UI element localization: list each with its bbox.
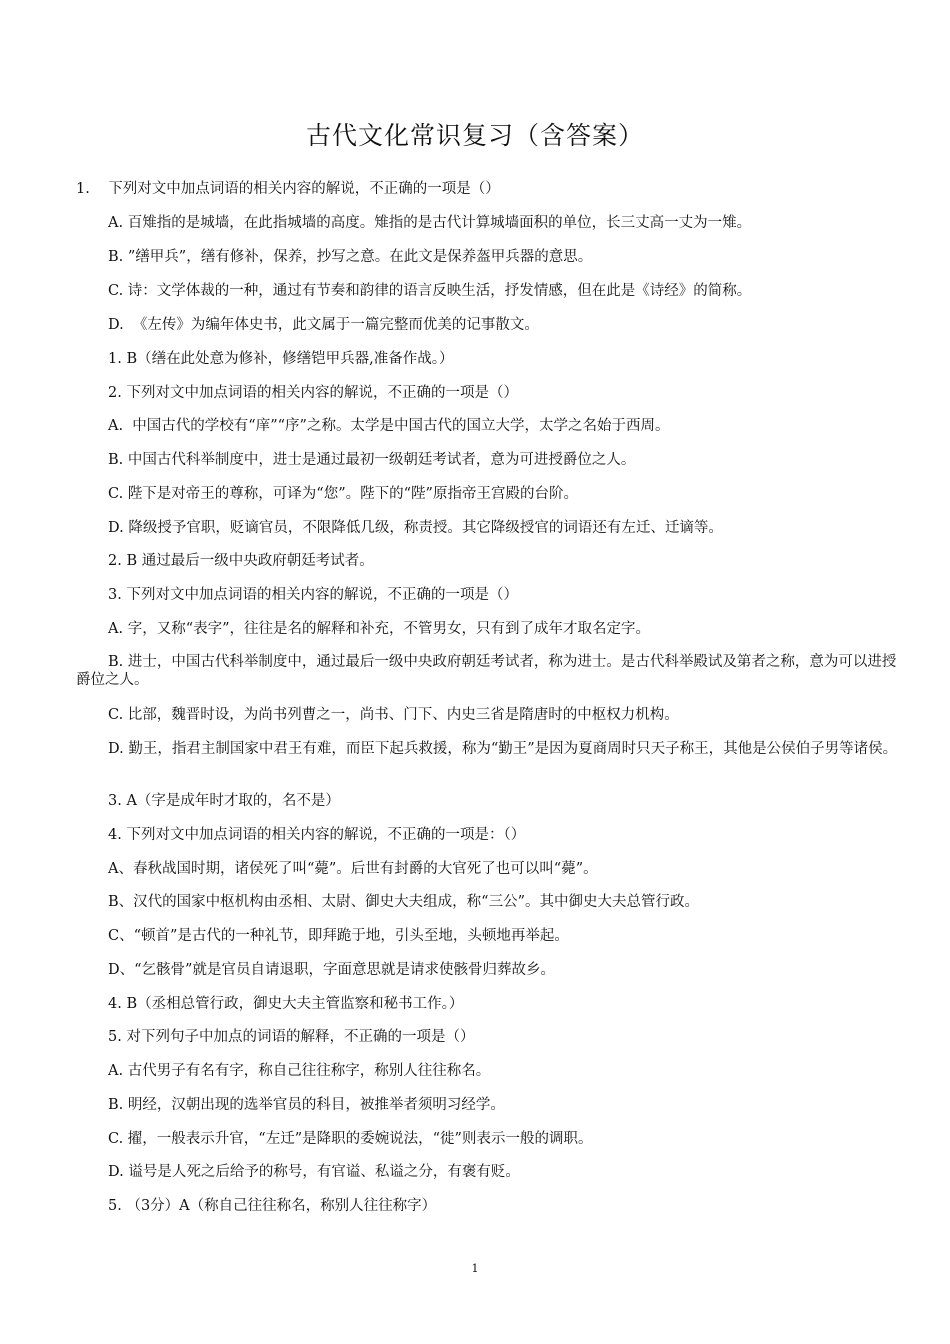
question-4-option-a: A、春秋战国时期，诸侯死了叫“薨”。后世有封爵的大官死了也可以叫“薨”。 — [108, 861, 598, 877]
page-title: 古代文化常识复习（含答案） — [305, 121, 644, 150]
question-3-option-a: A. 字，又称“表字”，往往是名的解释和补充，不管男女，只有到了成年才取名定字。 — [108, 621, 651, 637]
answer-1: 1. B（缮在此处意为修补，修缮铠甲兵器,准备作战。） — [108, 351, 454, 367]
question-5-stem: 5. 对下列句子中加点的词语的解释，不正确的一项是（） — [108, 1029, 475, 1045]
question-1-option-c: C. 诗：文学体裁的一种，通过有节奏和韵律的语言反映生活，抒发情感，但在此是《诗经》的简称。 — [108, 283, 752, 299]
answer-2: 2. B 通过最后一级中央政府朝廷考试者。 — [108, 553, 374, 569]
question-4-option-c: C、“顿首”是古代的一种礼节，即拜跪于地，引头至地，头顿地再举起。 — [108, 928, 569, 944]
question-5-option-a: A. 古代男子有名有字，称自己往往称字，称别人往往称名。 — [108, 1063, 491, 1079]
page-number: 1 — [471, 1262, 479, 1275]
answer-3: 3. A（字是成年时才取的，名不是） — [108, 793, 340, 809]
answer-5: 5. （3分）A（称自己往往称名，称别人往往称字） — [108, 1198, 437, 1214]
question-4-option-d: D、“乞骸骨”就是官员自请退职，字面意思就是请求使骸骨归葬故乡。 — [108, 962, 555, 978]
question-3-stem: 3. 下列对文中加点词语的相关内容的解说，不正确的一项是（） — [108, 587, 518, 603]
question-2-stem: 2. 下列对文中加点词语的相关内容的解说，不正确的一项是（） — [108, 385, 518, 401]
question-1-option-d: D. 《左传》为编年体史书，此文属于一篇完整而优美的记事散文。 — [108, 317, 539, 333]
question-5-option-b: B. 明经，汉朝出现的选举官员的科目，被推举者须明习经学。 — [108, 1097, 505, 1113]
question-1-option-b: B. ”缮甲兵”，缮有修补，保养，抄写之意。在此文是保养盔甲兵器的意思。 — [108, 249, 593, 265]
question-4-option-b: B、汉代的国家中枢机构由丞相、太尉、御史大夫组成，称“三公”。其中御史大夫总管行政。 — [108, 894, 699, 910]
question-1-option-a: A. 百雉指的是城墙，在此指城墙的高度。雉指的是古代计算城墙面积的单位，长三丈高一丈为一雉。 — [108, 215, 752, 231]
question-5-option-d: D. 谥号是人死之后给予的称号，有官谥、私谥之分，有褒有贬。 — [108, 1164, 520, 1180]
answer-4: 4. B（丞相总管行政，御史大夫主管监察和秘书工作。） — [108, 996, 464, 1012]
question-3-option-b: B. 进士，中国古代科举制度中，通过最后一级中央政府朝廷考试者，称为进士。是古代科举殿试及第者之称，意为可以进授爵位之人。 — [76, 654, 897, 688]
question-4-stem: 4. 下列对文中加点词语的相关内容的解说，不正确的一项是：（） — [108, 827, 526, 843]
question-2-option-a: A. 中国古代的学校有“庠”“序”之称。太学是中国古代的国立大学，太学之名始于西周。 — [108, 418, 670, 434]
question-3-option-c: C. 比部，魏晋时设，为尚书列曹之一，尚书、门下、内史三省是隋唐时的中枢权力机构。 — [108, 707, 679, 723]
question-5-option-c: C. 擢，一般表示升官，“左迁”是降职的委婉说法，“徙”则表示一般的调职。 — [108, 1131, 593, 1147]
question-2-option-b: B. 中国古代科举制度中，进士是通过最初一级朝廷考试者，意为可进授爵位之人。 — [108, 452, 636, 468]
question-1-stem: 1. 下列对文中加点词语的相关内容的解说，不正确的一项是（） — [76, 181, 500, 197]
question-3-option-d: D. 勤王，指君主制国家中君王有难，而臣下起兵救援，称为“勤王”是因为夏商周时只天子称王，其他是公侯伯子男等诸侯。 — [108, 741, 898, 757]
question-2-option-c: C. 陛下是对帝王的尊称，可译为“您”。陛下的“陛”原指帝王宫殿的台阶。 — [108, 486, 578, 502]
question-2-option-d: D. 降级授予官职，贬谪官员，不限降低几级，称责授。其它降级授官的词语还有左迁、迁谪等。 — [108, 520, 723, 536]
